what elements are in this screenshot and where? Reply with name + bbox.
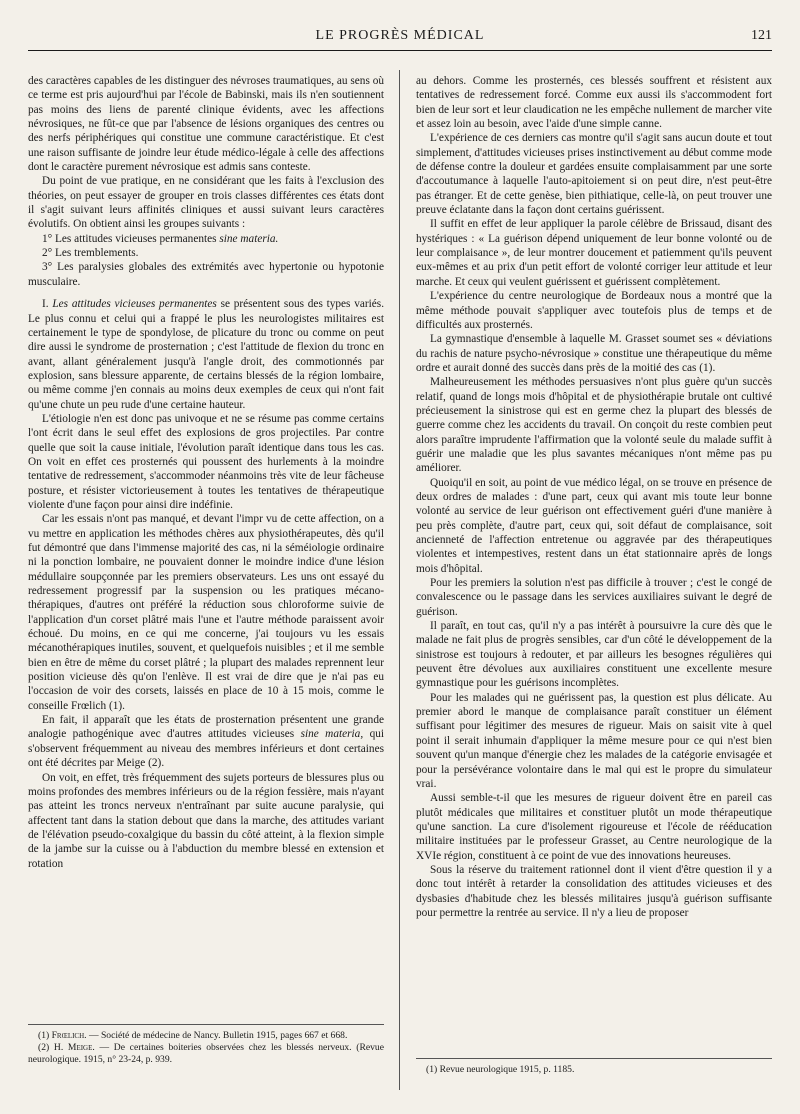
italic-term: sine materia.: [219, 232, 279, 245]
footnote-ref: (1).: [108, 699, 125, 712]
footnotes-right: [416, 1058, 772, 1076]
list-item: 3° Les paralysies globales des extrémités avec hypertonie ou hypotonie musculaire.: [28, 261, 384, 288]
paragraph: au dehors. Comme les prosternés, ces blessés souffrent et résistent aux tentatives de redressement forcé. Comme eux aussi ils s'accommodent fort bien de leur sort et leur claudication ne les empêche nullement de marcher vite et assez loin au besoin, avec l'aide d'une simple canne.: [416, 75, 772, 131]
footnote-text: 1915, n° 23-24, p. 939.: [83, 1054, 173, 1065]
paragraph: Il paraît, en tout cas, qu'il n'y a pas intérêt à poursuivre la cure dès que le malade ne fait plus de progrès sensibles, car d'un côté le développement de la sinistrose est toujours à redouter, et par ailleurs les besognes régulières qui peuvent être dévolues aux auxiliaires constituent une excellente mesure gymnastique pour les guérisons incomplètes.: [416, 620, 772, 690]
footnote-number: (1): [426, 1064, 438, 1075]
paragraph: L'expérience de ces derniers cas montre qu'il s'agit sans aucun doute et tout simplement, d'attitudes vicieuses prises instinctivement au début comme mode de défense contre la douleur et gardées ensuite complaisamment par une sorte d'accoutumance à laquelle l'auto-apitoiement si on peut dire, n'est peut-être pas étranger. Et de cette genèse, bien pithiatique, celle-là, on peut trouver une preuve éclatante dans la façon dont certains guérissent.: [416, 132, 772, 217]
footnote-number: (1): [38, 1030, 50, 1041]
footnote-source: (Revue neurologique.: [28, 1042, 384, 1065]
section-heading: Les attitudes vicieuses permanentes: [52, 298, 217, 311]
section-number: I.: [42, 298, 49, 311]
footnote-text: 1915, pages 667 et 668.: [256, 1030, 348, 1041]
footnote-ref: (1).: [699, 361, 716, 374]
footnote-text: 1915, p. 1185.: [519, 1064, 575, 1075]
paragraph: Malheureusement les méthodes persuasives n'ont plus guère qu'un succès relatif, quand de longs mois d'hôpital et de physiothérapie brutale ont cultivé précieusement la sinistrose qui est en germe chez la plupart des blessés de guerre comme chez les accidents du travail. On conçoit du reste combien peut alors paraître imprudente l'affirmation que la volonté seule du malade suffit à guérir une maladie que les plus savantes mécaniques n'ont même pas pu améliorer.: [416, 376, 772, 475]
left-column: [28, 74, 384, 871]
footnote-author: Frœlich.: [51, 1030, 87, 1041]
paragraph: [416, 332, 772, 375]
footnote-text: — De certaines boiteries observées chez les blessés nerveux.: [99, 1042, 352, 1053]
paragraph: des caractères capables de les distinguer des névroses traumatiques, au sens où ce terme est pris aujourd'hui par l'école de Babinski, mais ils n'en soutiennent pas moins des liens de parenté clinique évidents, avec les affections névrosiques, ne fût-ce que par l'absence de lésions organiques des centres ou des nerfs périphériques qui constitue une commune caractéristique. Et c'est une raison suffisante de joindre leur étude médico-légale à celle des affections dont le caractère purement névrosique est admis sans conteste.: [28, 75, 384, 174]
paragraph-text: se présentent sous des types variés. Le plus connu et celui qui a frappé le plus les neurologistes militaires est certainement le type de spondylose, de plicature du tronc ou comme on peut dire aussi le syndrome de prosternation ; c'est l'attitude de flexion du tronc en avant, allant généralement jusqu'à l'angle droit, des commotionnés par explosion, sans blessure apparente, de certains blessés de la région lombaire, ou même comme j'en connais au moins deux exemples de ceux qui n'ont fait qu'une chute un peu rude d'une certaine hauteur.: [28, 298, 385, 411]
list-item: [28, 232, 384, 246]
column-divider: [399, 70, 400, 1090]
paragraph: [28, 512, 384, 713]
footnotes-left: [28, 1024, 384, 1066]
paragraph: Pour les premiers la solution n'est pas difficile à trouver ; c'est le congé de convalescence ou le passage dans les services auxiliaires suivant le degré de guérison.: [416, 577, 772, 618]
paragraph: [28, 713, 384, 770]
footnote-ref: (2).: [148, 757, 165, 770]
running-header: [28, 28, 772, 51]
paragraph: [28, 297, 384, 412]
page-number: 121: [751, 28, 772, 43]
footnote-author: H. Meige.: [53, 1042, 95, 1053]
footnote-number: (2): [38, 1042, 50, 1053]
footnote-text: — Société de médecine de Nancy.: [88, 1030, 221, 1041]
footnote-source: Revue neurologique: [439, 1064, 518, 1075]
paragraph: Pour les malades qui ne guérissent pas, la question est plus délicate. Au premier abord le manque de complaisance paraît constituer un élément suffisant pour légitimer des mesures de rigueur. Mais on saisit vite à quel point il serait inhumain d'appliquer la même mesure pour ce qui n'est bien souvent qu'un manque d'énergie chez les malades de la catégorie envisagée et pour la persévérance volontaire dans le mal qui est le propre du simulateur vrai.: [416, 691, 772, 790]
footnote: [28, 1030, 384, 1042]
italic-term: sine materia,: [300, 728, 364, 741]
footnote: [28, 1042, 384, 1066]
paragraph: L'expérience du centre neurologique de Bordeaux nous a montré que la même méthode pouvait s'appliquer avec toutefois plus de temps et de difficultés aux prosternés.: [416, 290, 772, 331]
paragraph-text: Car les essais n'ont pas manqué, et devant l'impr vu de cette affection, on a vu mettre en application les méthodes chères aux physiothérapeutes, dès qu'il fut démontré que dans l'immense majorité des cas, ni la séméiologie ordinaire ni la ponction lombaire, ne pouvaient donner le moindre indice d'une lésion médullaire soupçonnée par les premiers observateurs. Les uns ont essayé du redressement progressif par la suspension ou les pratiques mécano-thérapiques, d'autres ont préféré la réduction sous chloroforme suivie de l'application d'un corset plâtré mais l'une et l'autre méthode paraissent avoir échoué. Du moins, en ce qui me concerne, j'ai toujours vu les essais mécanothérapiques inutiles, souvent, et quelquefois nuisibles ; et il me semble bien en être de même du corset plâtré ; la plupart des malades reprennent leur position vicieuse dès qu'on l'enlève. Il est vrai de dire que je n'ai pas eu l'occasion de voir des corsets, laissés en place de 10 à 15 mois, comme le conseille Frœlich: [28, 513, 384, 712]
paragraph: Aussi semble-t-il que les mesures de rigueur doivent être en pareil cas plutôt médicales que militaires et constituer plutôt un mode thérapeutique qu'une sanction. La cure d'isolement rigoureuse et l'école de rééducation militaire instituées par le professeur Grasset, au Centre neurologique de la XVIe région, constituent à ce point de vue des innovations heureuses.: [416, 792, 772, 862]
list-item-text: 1° Les attitudes vicieuses permanentes: [42, 232, 217, 245]
journal-title: LE PROGRÈS MÉDICAL: [315, 28, 485, 43]
right-column: [416, 74, 772, 920]
list-item: 2° Les tremblements.: [42, 247, 139, 260]
paragraph: Quoiqu'il en soit, au point de vue médico légal, on se trouve en présence de deux ordres de malades : d'une part, ceux qui avant mis toute leur bonne volonté au service de leur guérison ont effectivement guéri d'une manière à peu près complète, d'autre part, ceux qui, soit défaut de complaisance, soit ancienneté de l'affection entretenue ou aggravée par des thérapeutiques violentes et intempestives, restent dans un état stationnaire après de longs mois d'hôpital.: [416, 476, 772, 575]
paragraph-text: qui s'observent fréquemment au niveau des membres inférieurs et dont certaines ont été décrites par Meige: [28, 728, 384, 770]
paragraph: L'étiologie n'en est donc pas univoque et ne se résume pas comme certains l'ont écrit dans le seul effet des explosions de gros projectiles. Par contre quelle que soit la cause initiale, l'évolution paraît identique dans tous les cas. On voit en effet ces prosternés qui poussent des hurlements à la moindre tentative de redressement, s'accommoder néanmoins très vite de leur fâcheuse posture, et résister victorieusement à toutes les tentatives de thérapeutique violente d'une façon pour ainsi dire indéfinie.: [28, 412, 384, 511]
paragraph: Il suffit en effet de leur appliquer la parole célèbre de Brissaud, disant des hystériques : « La guérison dépend uniquement de leur bonne volonté ou de leur complaisance », de leur montrer doucement et patiemment qu'ils peuvent eux-mêmes et au prix d'un petit effort de volonté corriger leur attitude et leur marche. Et ceux qui veulent guérissent et guérissent complètement.: [416, 218, 772, 288]
paragraph: Du point de vue pratique, en ne considérant que les faits à l'exclusion des théories, on peut essayer de grouper en trois classes différentes ces états dont il s'agit suivant leurs affinités cliniques et aussi suivant leurs caractères évolutifs. On obtient ainsi les groupes suivants :: [28, 175, 384, 231]
paragraph: On voit, en effet, très fréquemment des sujets porteurs de blessures plus ou moins profondes des membres inférieurs ou de la région fessière, mais n'ayant pas atteint les troncs nerveux n'entraînant par suite aucune paralysie, qui affectent tant dans la station debout que dans la marche, des attitudes variant de l'élévation pseudo-coxalgique du bassin du côté atteint, à la flexion simple de la jambe sur la cuisse ou à l'abduction du membre blessé en extension et rotation: [28, 771, 384, 870]
footnote-source: Bulletin: [222, 1030, 254, 1041]
paragraph: Sous la réserve du traitement rationnel dont il vient d'être question il y a donc tout intérêt à retarder la consolidation des attitudes vicieuses et des dysbasies d'habitude chez les blessés militaires jusqu'à guérison suffisante pour permettre la rentrée au service. Il n'y a lieu de proposer: [416, 863, 772, 919]
paragraph-text: La gymnastique d'ensemble à laquelle M. Grasset soumet ses « déviations du rachis de nature psycho-névrosique » constitue une thérapeutique du même ordre et aurait donné des succès dans près de la moitié des cas: [416, 333, 772, 374]
paragraph-text: En fait, il apparaît que les états de prosternation présentent une grande analogie pathogénique avec d'autres attitudes vicieuses: [28, 714, 384, 741]
footnote: [416, 1064, 772, 1076]
